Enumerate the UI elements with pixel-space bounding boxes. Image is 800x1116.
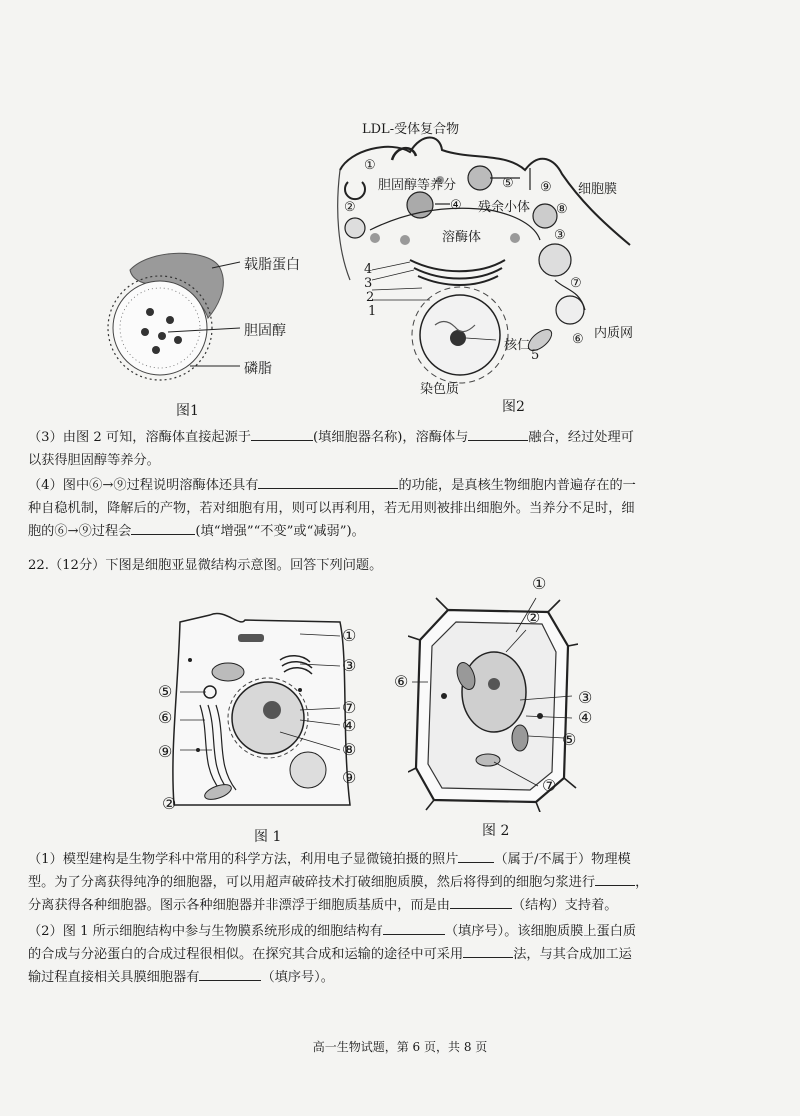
cell2-num-1: ① (532, 574, 547, 593)
fig2-num-7: ⑦ (570, 276, 582, 291)
label-nutrients: 胆固醇等养分 (378, 178, 457, 193)
answer-blank[interactable] (463, 943, 513, 958)
cell2-num-2: ② (526, 608, 541, 627)
label-nucleolus: 核仁 (504, 338, 531, 353)
cell1-num-4: ④ (342, 716, 357, 735)
label-chromatin: 染色质 (420, 382, 460, 397)
q21-part3: （3）由图 2 可知，溶酶体直接起源于 (填细胞器名称)，溶酶体与 融合，经过处理可 以获得胆固醇等养分。 (28, 426, 770, 472)
fig2-num-3: ③ (554, 228, 566, 243)
cell2-caption: 图 2 (482, 823, 510, 839)
fig2-num-8: ⑧ (556, 202, 568, 217)
label-apolipoprotein: 载脂蛋白 (244, 257, 300, 273)
cell1-num-9a: ⑨ (158, 742, 173, 761)
q22-part1: （1）模型建构是生物学科中常用的科学方法，利用电子显微镜拍摄的照片 （属于/不属于）物理模 型。为了分离获得纯净的细胞器，可以用超声破碎技术打破细胞质膜，然后将得到的细胞匀浆进行 ， 分离获得各种细胞器。图示各种细胞器并非漂浮于细胞质基质中，而是由 （结构）支持着。 (28, 848, 770, 917)
label-lysosome: 溶酶体 (442, 230, 482, 245)
cell2-num-6: ⑥ (394, 672, 409, 691)
cell1-caption: 图 1 (254, 829, 282, 845)
q22-part2: （2）图 1 所示细胞结构中参与生物膜系统形成的细胞结构有 （填序号）。该细胞质膜上蛋白质 的合成与分泌蛋白的合成过程很相似。在探究其合成和运输的途径中可采用 法，与其合成加工运 输过程直接相关具膜细胞器有 （填序号）。 (28, 920, 770, 989)
answer-blank[interactable] (458, 848, 494, 863)
fig2-num-5: ⑤ (502, 176, 514, 191)
label-er: 内质网 (594, 326, 634, 341)
fig1-caption: 图1 (176, 403, 199, 419)
cell2-num-4: ④ (578, 708, 593, 727)
answer-blank[interactable] (258, 474, 398, 489)
answer-blank[interactable] (199, 966, 261, 981)
cell1-num-6: ⑥ (158, 708, 173, 727)
fig2-num-2: ② (344, 200, 356, 215)
cell1-num-5: ⑤ (158, 682, 173, 701)
fig2-side-2: 2 (366, 290, 375, 305)
answer-blank[interactable] (251, 426, 313, 441)
fig2-side-3: 3 (364, 276, 373, 291)
label-residual-body: 残余小体 (478, 200, 531, 215)
cell1-num-3: ③ (342, 656, 357, 675)
cell2-num-3: ③ (578, 688, 593, 707)
q21-part4: （4）图中⑥→⑨过程说明溶酶体还具有 的功能，是真核生物细胞内普遍存在的一 种自稳机制，降解后的产物，若对细胞有用，则可以再利用，若无用则被排出细胞外。当养分不足时，细 胞的⑥→⑨过程会 (填“增强”“不变”或“减弱”)。 (28, 474, 770, 543)
answer-blank[interactable] (131, 520, 195, 535)
label-phospholipid: 磷脂 (244, 361, 272, 377)
fig2-caption: 图2 (502, 399, 525, 415)
q22-stem: 22.（12分）下图是细胞亚显微结构示意图。回答下列问题。 (28, 558, 383, 573)
fig2-num-1: ① (364, 158, 376, 173)
fig2-side-1: 1 (368, 304, 377, 319)
cell2-num-5: ⑤ (562, 730, 577, 749)
fig2-side-5: 5 (531, 348, 540, 363)
cell1-num-2: ② (162, 794, 177, 813)
label-cell-membrane: 细胞膜 (578, 182, 618, 197)
cell1-num-9b: ⑨ (342, 768, 357, 787)
cell1-num-1: ① (342, 626, 357, 645)
cell1-num-7: ⑦ (342, 698, 357, 717)
fig2-side-4: 4 (364, 262, 373, 277)
cell1-num-8: ⑧ (342, 740, 357, 759)
page-footer: 高一生物试题，第 6 页，共 8 页 (312, 1040, 488, 1054)
fig2-num-6: ⑥ (572, 332, 584, 347)
fig2-num-9: ⑨ (540, 180, 552, 195)
fig2-num-4: ④ (450, 198, 462, 213)
answer-blank[interactable] (383, 920, 445, 935)
label-cholesterol: 胆固醇 (244, 323, 286, 339)
label-ldl-complex: LDL-受体复合物 (362, 122, 460, 137)
answer-blank[interactable] (450, 894, 512, 909)
cell2-num-7: ⑦ (542, 776, 557, 795)
lysosome-pathway-diagram (330, 110, 650, 400)
answer-blank[interactable] (595, 871, 635, 886)
answer-blank[interactable] (468, 426, 528, 441)
